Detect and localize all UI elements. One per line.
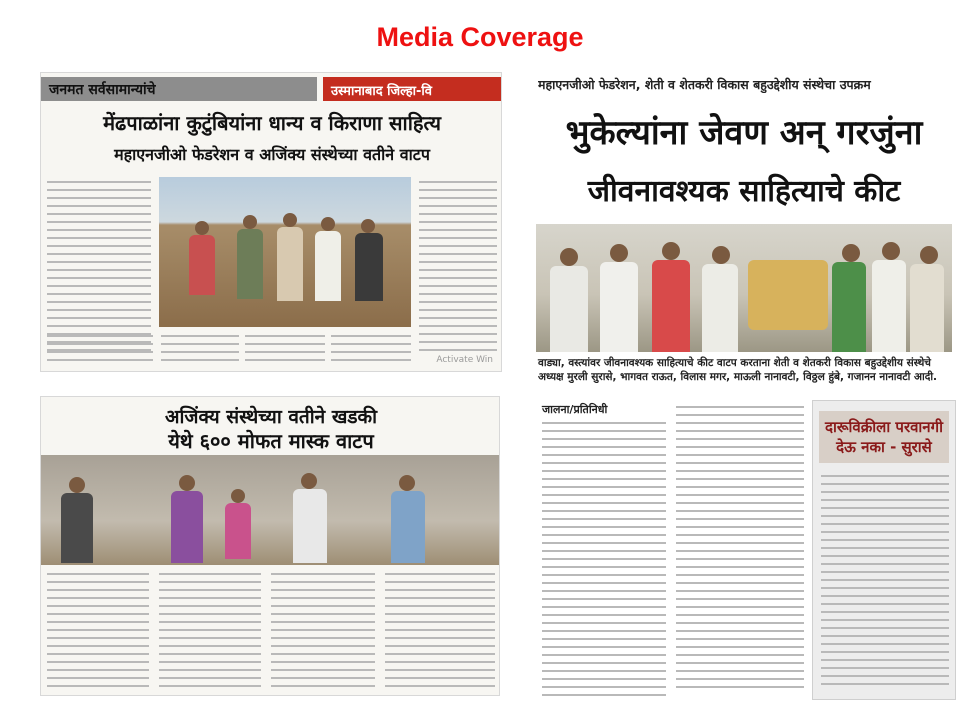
clip4-sidebar-title: दारूविक्रीला परवानगी देऊ नका - सुरासे <box>819 411 949 463</box>
clip1-article-bottom-2 <box>161 335 239 367</box>
news-clipping-2 <box>536 72 952 384</box>
clip2-headline-line1: भुकेल्यांना जेवण अन् गरजुंना <box>565 113 923 153</box>
clip1-district-band: उस्मानाबाद जिल्हा-वि <box>323 77 502 101</box>
clip2-kicker: महाएनजीओ फेडरेशन, शेती व शेतकरी विकास बहुउद्देशीय संस्थेचा उपक्रम <box>538 77 871 92</box>
clip3-headline-line2: येथे ६०० मोफत मास्क वाटप <box>168 429 374 453</box>
clip1-subheadline: महाएनजीओ फेडरेशन व अजिंक्य संस्थेच्या वतीने वाटप <box>114 145 430 164</box>
clip1-photo <box>159 177 411 327</box>
clip1-headline: मेंढपाळांना कुटुंबियांना धान्य व किराणा साहित्य <box>103 111 441 135</box>
clip4-article-column-2 <box>676 406 804 694</box>
clip2-caption: वाड्या, वस्त्यांवर जीवनावश्यक साहित्याचे कीट वाटप करताना शेती व शेतकरी विकास बहुउद्देशीय संस्थेचे अध्यक्ष मुरली सुरासे, भागवत राऊत, विलास मगर, माऊली नानावटी, विठ्ठल हुंबे, गजानन नानावटी आदी. <box>538 357 938 383</box>
clip1-article-column-right <box>419 181 497 357</box>
clip4-sidebar-text <box>821 475 949 691</box>
clip1-article-bottom-1 <box>47 335 153 367</box>
clip3-article-column-4 <box>385 573 495 693</box>
clip3-headline-line1: अजिंक्य संस्थेच्या वतीने खडकी <box>164 406 378 428</box>
clip3-article-column-2 <box>159 573 261 693</box>
clip1-article-bottom-3 <box>245 335 325 367</box>
clip1-section-band: जनमत सर्वसामान्यांचे <box>41 77 317 101</box>
news-clipping-3 <box>40 396 500 696</box>
clip4-article-column-1 <box>542 422 666 702</box>
grocery-kits <box>748 260 828 330</box>
activation-watermark: Activate Win <box>436 355 493 365</box>
clip4-dateline: जालना/प्रतिनिधी <box>542 403 608 416</box>
clip1-article-column-left <box>47 181 151 357</box>
clip3-photo <box>41 455 500 565</box>
clip4-sidebar-article <box>812 400 956 700</box>
page-title: Media Coverage <box>376 22 584 52</box>
clip3-article-column-1 <box>47 573 149 693</box>
clip3-article-column-3 <box>271 573 375 693</box>
news-clipping-4 <box>540 400 956 702</box>
clip2-headline-line2: जीवनावश्यक साहित्याचे कीट <box>587 174 901 209</box>
clip2-photo <box>536 224 952 352</box>
clip1-article-bottom-4 <box>331 335 411 367</box>
news-clipping-1 <box>40 72 502 372</box>
